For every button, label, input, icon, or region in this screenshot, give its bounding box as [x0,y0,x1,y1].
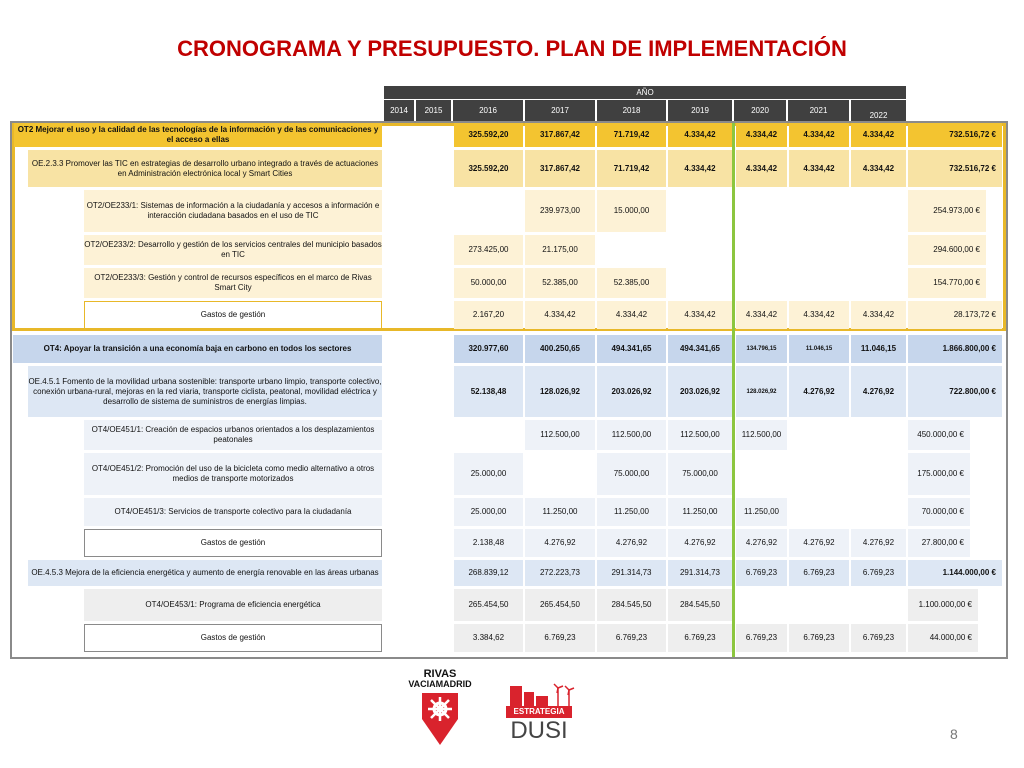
gastos-gestion-1-2022: 4.334,42 [851,301,906,329]
oe233-2-label: OT2/OE233/2: Desarrollo y gestión de los servicios centrales del municipio basados en TIC [84,235,382,265]
dusi-text: DUSI [510,717,568,744]
oe233-3-label: OT2/OE233/3: Gestión y control de recursos específicos en el marco de Rivas Smart City [84,268,382,298]
oe453-1-2019: 284.545,50 [668,589,732,621]
ot2-2020: 4.334,42 [736,123,787,147]
oe233-2017: 317.867,42 [525,150,595,187]
gastos-gestion-2-total: 27.800,00 € [908,529,970,557]
gastos-gestion-3-2021: 6.769,23 [789,624,849,652]
oe451-3-2018: 11.250,00 [597,498,666,526]
oe233-2021: 4.334,42 [789,150,849,187]
gastos-gestion-2-2019: 4.276,92 [668,529,732,557]
dusi-badge: ESTRATEGIA [506,706,572,718]
year-2021: 2021 [788,100,849,122]
year-2020: 2020 [734,100,786,122]
oe453-1-2018: 284.545,50 [597,589,666,621]
rivas-shield-icon [420,691,460,747]
oe453-1-2017: 265.454,50 [525,589,595,621]
gastos-gestion-2-2021: 4.276,92 [789,529,849,557]
oe233-1-total: 254.973,00 € [908,190,986,232]
ot2-2018: 71.719,42 [597,123,666,147]
oe451-2-total: 175.000,00 € [908,453,970,495]
gastos-gestion-2-label: Gastos de gestión [84,529,382,557]
rivas-logo-line2: VACIAMADRID [408,679,472,689]
gastos-gestion-3-label: Gastos de gestión [84,624,382,652]
oe453-1-total: 1.100.000,00 € [908,589,978,621]
oe453-total: 1.144.000,00 € [908,560,1002,586]
oe451-1-label: OT4/OE451/1: Creación de espacios urbanos orientados a los desplazamientos peatonales [84,420,382,450]
page-number: 8 [950,726,958,742]
page-title: CRONOGRAMA Y PRESUPUESTO. PLAN DE IMPLEMENTACIÓN [177,36,847,61]
oe453-2018: 291.314,73 [597,560,666,586]
ot2-label: OT2 Mejorar el uso y la calidad de las tecnologías de la información y de las comunicaciones y el acceso a ellas [14,123,382,147]
gastos-gestion-2-2018: 4.276,92 [597,529,666,557]
gastos-gestion-1-label: Gastos de gestión [84,301,382,329]
oe451-label: OE.4.5.1 Fomento de la movilidad urbana sostenible: transporte urbano limpio, transporte colectivo, conexión urbana-rural, mejoras en la red viaria, transporte ciclista, peatonal, movilidad eléctrica y desarrollo de sistema de suministros de energías limpias. [28,366,382,417]
gastos-gestion-2-2020: 4.276,92 [736,529,787,557]
ot4-2020: 134.796,15 [736,335,787,363]
oe451-2016: 52.138,48 [454,366,523,417]
gastos-gestion-1-2019: 4.334,42 [668,301,732,329]
oe453-1-label: OT4/OE453/1: Programa de eficiencia energética [84,589,382,621]
gastos-gestion-2-2017: 4.276,92 [525,529,595,557]
oe233-2-total: 294.600,00 € [908,235,986,265]
gastos-gestion-3-2022: 6.769,23 [851,624,906,652]
oe453-1-2016: 265.454,50 [454,589,523,621]
oe453-2017: 272.223,73 [525,560,595,586]
gastos-gestion-1-2016: 2.167,20 [454,301,523,329]
oe233-3-2016: 50.000,00 [454,268,523,298]
oe451-1-2019: 112.500,00 [668,420,732,450]
oe451-2-2018: 75.000,00 [597,453,666,495]
ot4-2016: 320.977,60 [454,335,523,363]
year-2017: 2017 [525,100,595,122]
oe451-2021: 4.276,92 [789,366,849,417]
oe233-1-label: OT2/OE233/1: Sistemas de información a la ciudadanía y accesos a información e interacción ciudadana basados en el uso de TIC [84,190,382,232]
oe451-total: 722.800,00 € [908,366,1002,417]
oe451-2022: 4.276,92 [851,366,906,417]
oe453-2019: 291.314,73 [668,560,732,586]
oe451-2017: 128.026,92 [525,366,595,417]
ot4-2019: 494.341,65 [668,335,732,363]
ot4-2018: 494.341,65 [597,335,666,363]
ot4-total: 1.866.800,00 € [908,335,1002,363]
oe451-3-2020: 11.250,00 [736,498,787,526]
gastos-gestion-3-total: 44.000,00 € [908,624,978,652]
ot2-2021: 4.334,42 [789,123,849,147]
gastos-gestion-2-2016: 2.138,48 [454,529,523,557]
oe451-1-2017: 112.500,00 [525,420,595,450]
gastos-gestion-1-total: 28.173,72 € [908,301,1002,329]
oe451-3-label: OT4/OE451/3: Servicios de transporte colectivo para la ciudadanía [84,498,382,526]
green-divider [732,123,735,657]
year-2019: 2019 [668,100,732,122]
oe451-3-2017: 11.250,00 [525,498,595,526]
oe233-2019: 4.334,42 [668,150,732,187]
oe233-3-2018: 52.385,00 [597,268,666,298]
ot4-2017: 400.250,65 [525,335,595,363]
oe451-3-2016: 25.000,00 [454,498,523,526]
gastos-gestion-3-2017: 6.769,23 [525,624,595,652]
ot4-2022: 11.046,15 [851,335,906,363]
oe233-2022: 4.334,42 [851,150,906,187]
gastos-gestion-1-2021: 4.334,42 [789,301,849,329]
oe451-3-2019: 11.250,00 [668,498,732,526]
oe451-1-total: 450.000,00 € [908,420,970,450]
gastos-gestion-2-2022: 4.276,92 [851,529,906,557]
oe453-2016: 268.839,12 [454,560,523,586]
oe233-3-total: 154.770,00 € [908,268,986,298]
oe451-2-2016: 25.000,00 [454,453,523,495]
ot2-2016: 325.592,20 [454,123,523,147]
oe451-2018: 203.026,92 [597,366,666,417]
ot2-total: 732.516,72 € [908,123,1002,147]
oe233-2016: 325.592,20 [454,150,523,187]
rivas-logo-line1: RIVAS [423,668,457,680]
oe233-total: 732.516,72 € [908,150,1002,187]
oe453-label: OE.4.5.3 Mejora de la eficiencia energética y aumento de energía renovable en las áreas urbanas [28,560,382,586]
oe451-1-2020: 112.500,00 [736,420,787,450]
ot4-label: OT4: Apoyar la transición a una economía baja en carbono en todos los sectores [13,335,382,363]
oe233-2-2016: 273.425,00 [454,235,523,265]
oe451-2019: 203.026,92 [668,366,732,417]
year-2014: 2014 [384,100,414,122]
oe451-2020: 128.026,92 [736,366,787,417]
year-2016: 2016 [453,100,523,122]
oe451-3-total: 70.000,00 € [908,498,970,526]
oe233-3-2017: 52.385,00 [525,268,595,298]
year-header-label: AÑO [384,86,906,99]
gastos-gestion-1-2018: 4.334,42 [597,301,666,329]
oe233-1-2018: 15.000,00 [597,190,666,232]
ot2-2017: 317.867,42 [525,123,595,147]
gastos-gestion-3-2018: 6.769,23 [597,624,666,652]
oe233-label: OE.2.3.3 Promover las TIC en estrategias de desarrollo urbano integrado a través de actuaciones en Administración electrónica local y Smart Cities [28,150,382,187]
dusi-logo [500,682,580,746]
gastos-gestion-1-2020: 4.334,42 [736,301,787,329]
ot4-2021: 11.046,15 [789,335,849,363]
gastos-gestion-1-2017: 4.334,42 [525,301,595,329]
ot2-2019: 4.334,42 [668,123,732,147]
year-2018: 2018 [597,100,666,122]
oe233-2-2017: 21.175,00 [525,235,595,265]
ot2-2022: 4.334,42 [851,123,906,147]
oe233-1-2017: 239.973,00 [525,190,595,232]
year-2015: 2015 [416,100,451,122]
oe451-1-2018: 112.500,00 [597,420,666,450]
gastos-gestion-3-2019: 6.769,23 [668,624,732,652]
oe451-2-2019: 75.000,00 [668,453,732,495]
oe453-2020: 6.769,23 [736,560,787,586]
oe453-2022: 6.769,23 [851,560,906,586]
oe233-2018: 71.719,42 [597,150,666,187]
oe453-2021: 6.769,23 [789,560,849,586]
oe233-2020: 4.334,42 [736,150,787,187]
oe451-2-label: OT4/OE451/2: Promoción del uso de la bicicleta como medio alternativo a otros medios de transporte motorizados [84,453,382,495]
dusi-skyline-icon [504,682,576,708]
gastos-gestion-3-2016: 3.384,62 [454,624,523,652]
gastos-gestion-3-2020: 6.769,23 [736,624,787,652]
rivas-vaciamadrid-logo [400,668,480,748]
year-2022: 2022 [851,100,906,122]
